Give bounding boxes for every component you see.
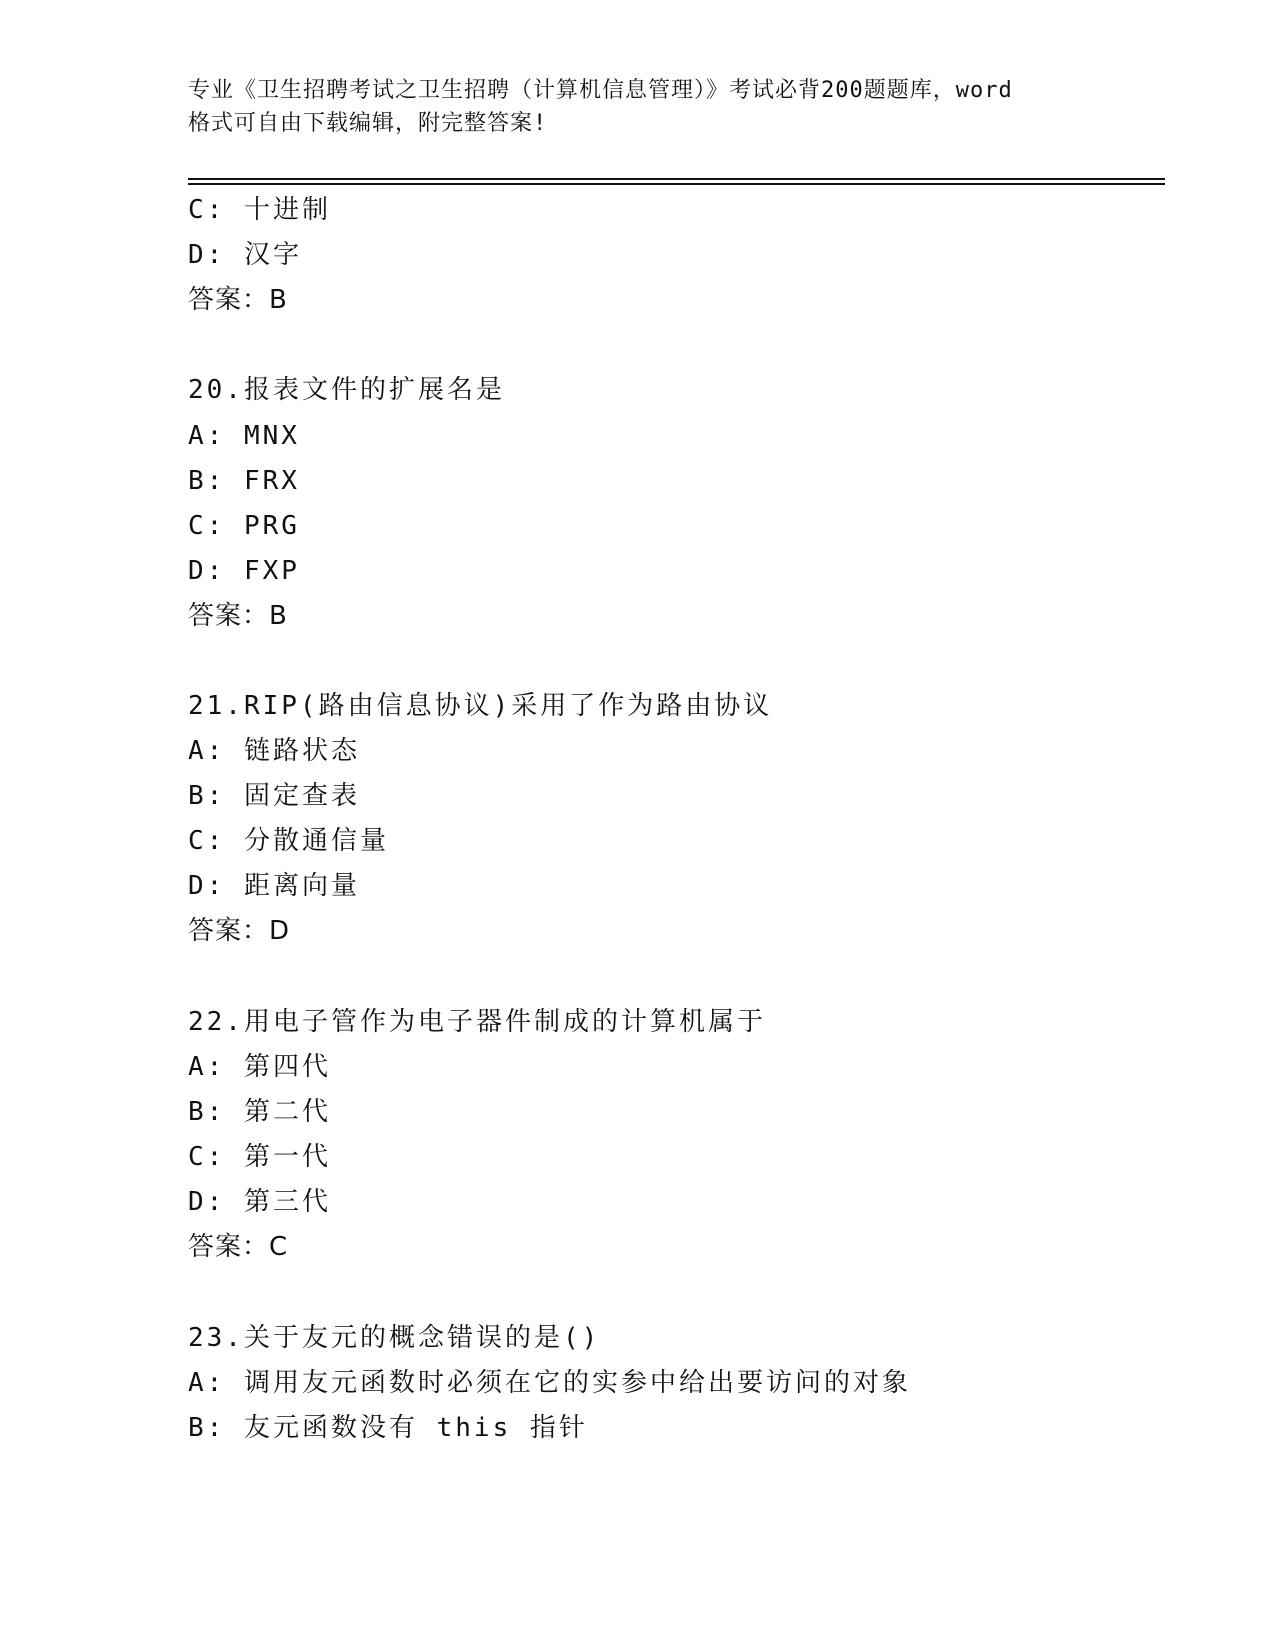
question-stem: 23.关于友元的概念错误的是(): [188, 1323, 601, 1353]
option-a: A: MNX: [188, 421, 300, 451]
option-d: D: 汉字: [188, 240, 302, 270]
question-stem: 20.报表文件的扩展名是: [188, 375, 505, 405]
answer-line: 答案：D: [188, 916, 291, 946]
option-d: D: 距离向量: [188, 871, 360, 901]
question-stem: 21.RIP(路由信息协议)采用了作为路由协议: [188, 691, 773, 721]
option-b: B: FRX: [188, 466, 300, 496]
option-c: C: 第一代: [188, 1142, 331, 1172]
option-b: B: 第二代: [188, 1097, 331, 1127]
header-rule-top: [188, 178, 1165, 180]
option-b: B: 固定查表: [188, 781, 360, 811]
answer-line: 答案：B: [188, 285, 288, 315]
answer-line: 答案：C: [188, 1232, 289, 1262]
option-a: A: 调用友元函数时必须在它的实参中给出要访问的对象: [188, 1368, 911, 1398]
option-a: A: 链路状态: [188, 736, 360, 766]
header-rule-bottom: [188, 183, 1165, 185]
option-c: C: 分散通信量: [188, 826, 389, 856]
option-c: C: PRG: [188, 511, 300, 541]
header-line-1: 专业《卫生招聘考试之卫生招聘（计算机信息管理）》考试必背200题题库，word: [188, 78, 1013, 103]
question-stem: 22.用电子管作为电子器件制成的计算机属于: [188, 1007, 766, 1037]
document-header: [188, 74, 1088, 140]
option-d: D: FXP: [188, 556, 300, 586]
option-a: A: 第四代: [188, 1052, 331, 1082]
header-line-2: 格式可自由下载编辑，附完整答案!: [188, 111, 548, 136]
option-c: C: 十进制: [188, 195, 331, 225]
answer-line: 答案：B: [188, 601, 288, 631]
option-b: B: 友元函数没有 this 指针: [188, 1413, 588, 1443]
option-d: D: 第三代: [188, 1187, 331, 1217]
